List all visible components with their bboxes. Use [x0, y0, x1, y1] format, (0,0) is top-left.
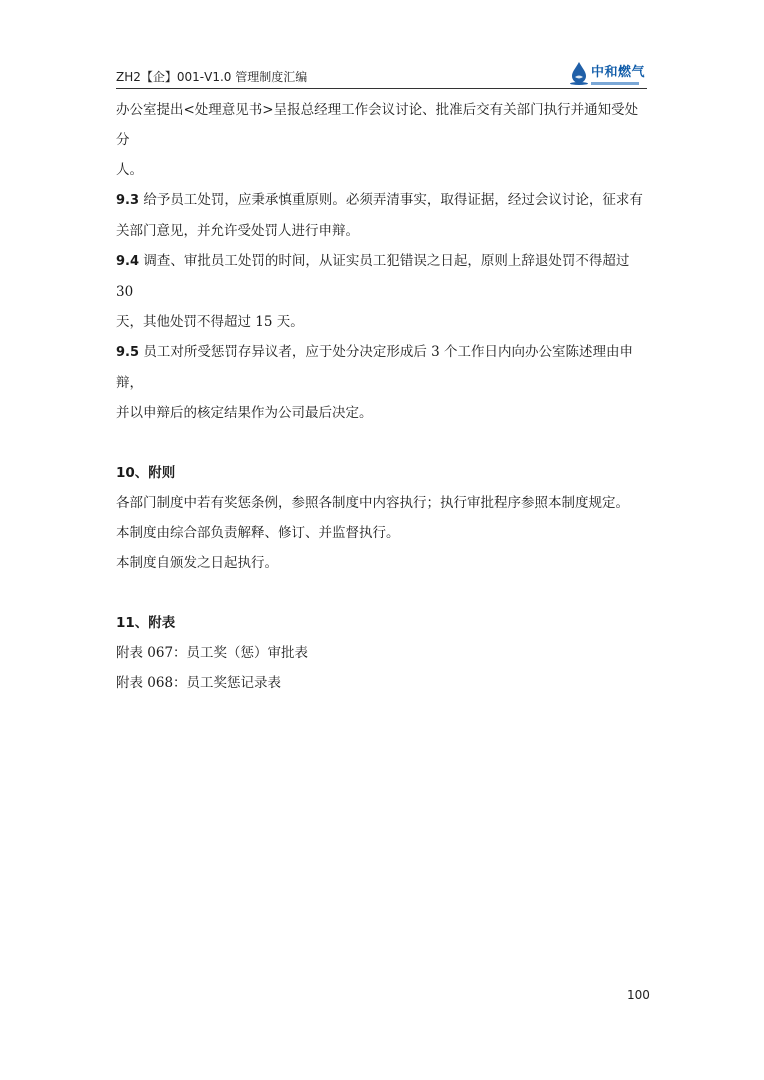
logo-text-group — [591, 66, 645, 85]
text-line: 关部门意见，并允许受处罚人进行申辩。 — [116, 223, 359, 239]
page-number: 100 — [627, 988, 650, 1002]
section-heading: 11、附表 — [116, 615, 176, 631]
page-header — [116, 60, 647, 89]
clause-number: 9.4 — [116, 254, 140, 269]
document-body — [116, 95, 650, 698]
text-line: 各部门制度中若有奖惩条例，参照各制度中内容执行；执行审批程序参照本制度规定。 — [116, 495, 629, 511]
header-title: ZH2【企】001-V1.0 管理制度汇编 — [116, 70, 308, 84]
text-line: 办公室提出<处理意见书>呈报总经理工作会议讨论、批准后交有关部门执行并通知受处分 — [116, 102, 639, 148]
text-line: 并以申辩后的核定结果作为公司最后决定。 — [116, 405, 373, 421]
clause-text: 给予员工处罚，应秉承慎重原则。必须弄清事实，取得证据，经过会议讨论，征求有 — [143, 192, 643, 208]
section-heading: 10、附则 — [116, 465, 176, 481]
logo-subtitle-bar — [591, 82, 639, 85]
clause-9-3 — [116, 185, 650, 216]
company-logo — [569, 61, 645, 85]
text-line: 本制度由综合部负责解释、修订、并监督执行。 — [116, 525, 400, 541]
text-line: 天，其他处罚不得超过 15 天。 — [116, 314, 304, 330]
logo-text: 中和燃气 — [590, 65, 645, 80]
text-line: 本制度自颁发之日起执行。 — [116, 555, 278, 571]
attachment-item: 附表 067：员工奖（惩）审批表 — [116, 645, 309, 661]
text-line: 人。 — [116, 162, 143, 178]
clause-text: 员工对所受惩罚存异议者，应于处分决定形成后 3 个工作日内向办公室陈述理由申辩， — [116, 344, 633, 391]
clause-number: 9.5 — [116, 345, 140, 360]
clause-text: 调查、审批员工处罚的时间，从证实员工犯错误之日起，原则上辞退处罚不得超过 30 — [116, 253, 630, 300]
clause-9-4 — [116, 246, 650, 307]
water-drop-logo-icon — [569, 61, 589, 85]
clause-9-5 — [116, 337, 650, 398]
attachment-item: 附表 068：员工奖惩记录表 — [116, 675, 282, 691]
clause-number: 9.3 — [116, 193, 140, 208]
